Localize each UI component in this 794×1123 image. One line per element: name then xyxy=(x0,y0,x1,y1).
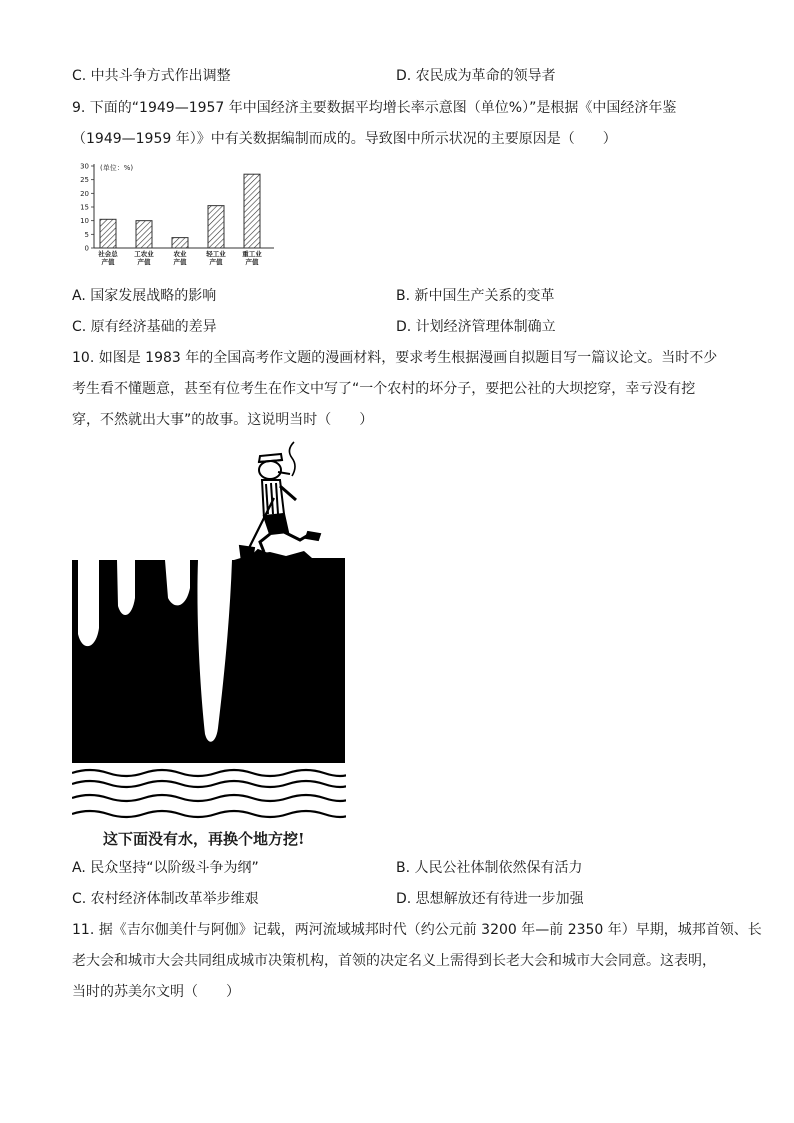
category-label: 农业 xyxy=(173,250,187,258)
q11-stem-line2: 老大会和城市大会共同组成城市决策机构，首领的决定名义上需得到长老大会和城市大会同意。这表明， xyxy=(72,953,716,969)
cartoon-digging-wells xyxy=(72,438,346,826)
category-label: 产值 xyxy=(101,258,115,266)
y-tick-label: 10 xyxy=(80,217,89,226)
walking-man-figure xyxy=(240,442,320,562)
y-tick-label: 5 xyxy=(84,230,89,239)
bar xyxy=(100,219,116,248)
q10-option-c: C. 农村经济体制改革举步维艰 xyxy=(72,891,259,907)
y-tick-label: 0 xyxy=(84,244,89,253)
category-label: 工农业 xyxy=(134,250,154,258)
q9-option-c: C. 原有经济基础的差异 xyxy=(72,319,217,335)
q10-stem-line2: 考生看不懂题意，甚至有位考生在作文中写了“一个农村的坏分子，要把公社的大坝挖穿，幸亏没有挖 xyxy=(72,381,696,397)
category-label: 社会总 xyxy=(98,250,118,258)
q11-stem-line1: 11. 据《吉尔伽美什与阿伽》记载，两河流域城邦时代（约公元前 3200 年—前 2350 年）早期，城邦首领、长 xyxy=(72,922,762,938)
q10-stem-line1: 10. 如图是 1983 年的全国高考作文题的漫画材料，要求考生根据漫画自拟题目写一篇议论文。当时不少 xyxy=(72,350,718,366)
q9-option-a: A. 国家发展战略的影响 xyxy=(72,288,217,304)
chart-labels xyxy=(80,163,262,267)
water-waves xyxy=(72,770,346,817)
category-label: 重工业 xyxy=(242,250,262,258)
y-tick-label: 15 xyxy=(80,203,89,212)
q8-option-d: D. 农民成为革命的领导者 xyxy=(396,68,556,84)
category-label: 轻工业 xyxy=(206,250,226,258)
bar xyxy=(136,221,152,248)
bar xyxy=(208,206,224,248)
y-tick-label: 25 xyxy=(80,176,89,185)
q10-stem-line3: 穿，不然就出大事”的故事。这说明当时（ ） xyxy=(72,412,374,428)
q9-option-d: D. 计划经济管理体制确立 xyxy=(396,319,556,335)
ground-with-holes xyxy=(72,551,345,763)
bar xyxy=(244,174,260,248)
category-label: 产值 xyxy=(209,258,223,266)
q9-stem-line2: （1949—1959 年）》中有关数据编制而成的。导致图中所示状况的主要原因是（ ） xyxy=(72,131,617,147)
category-label: 产值 xyxy=(173,258,187,266)
chart-bars xyxy=(100,174,260,248)
q10-option-d: D. 思想解放还有待进一步加强 xyxy=(396,891,584,907)
chart-unit-label: (单位：%) xyxy=(100,164,134,172)
growth-rate-chart xyxy=(72,158,282,270)
bar xyxy=(172,238,188,248)
q11-stem-line3: 当时的苏美尔文明（ ） xyxy=(72,984,240,1000)
y-tick-label: 20 xyxy=(80,189,89,198)
cartoon-caption: 这下面没有水，再换个地方挖! xyxy=(103,830,305,848)
q8-option-c: C. 中共斗争方式作出调整 xyxy=(72,68,231,84)
q10-option-b: B. 人民公社体制依然保有活力 xyxy=(396,860,583,876)
category-label: 产值 xyxy=(137,258,151,266)
q9-option-b: B. 新中国生产关系的变革 xyxy=(396,288,555,304)
q9-stem-line1: 9. 下面的“1949—1957 年中国经济主要数据平均增长率示意图（单位%）”是根据《中国经济年鉴 xyxy=(72,100,677,116)
category-label: 产值 xyxy=(245,258,259,266)
q10-option-a: A. 民众坚持“以阶级斗争为纲” xyxy=(72,860,259,876)
y-tick-label: 30 xyxy=(80,162,89,171)
